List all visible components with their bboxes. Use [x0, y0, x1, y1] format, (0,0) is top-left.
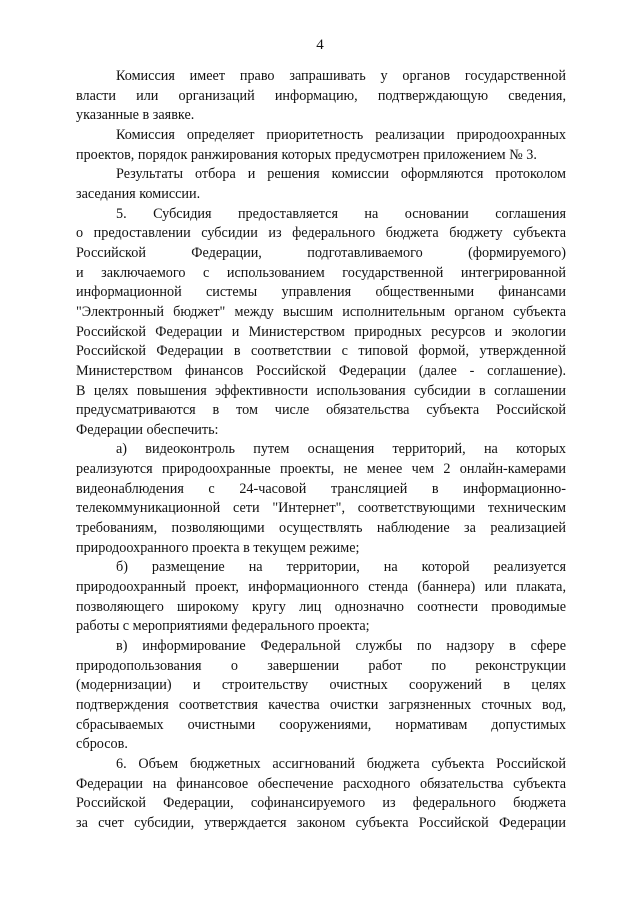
text-line: позволяющего широкому кругу лиц однозначно соотнести проводимые [76, 598, 566, 615]
text-line: проектов, порядок ранжирования которых предусмотрен приложением № 3. [76, 146, 537, 163]
text-line: а) видеоконтроль путем оснащения территорий, на которых [116, 441, 566, 458]
text-line: за счет субсидии, утверждается законом субъекта Российской Федерации [76, 814, 566, 831]
text-line: заседания комиссии. [76, 185, 201, 202]
text-line: 6. Объем бюджетных ассигнований бюджета субъекта Российской [116, 755, 566, 772]
text-line: и заключаемого с использованием государственной интегрированной [76, 264, 566, 281]
text-line: в) информирование Федеральной службы по надзору в сфере [116, 638, 566, 655]
text-line: природопользования о завершении работ по реконструкции [76, 657, 566, 674]
document-body [76, 67, 566, 834]
text-line: работы с мероприятиями федерального проекта; [76, 618, 370, 635]
text-line: Федерации обеспечить: [76, 421, 219, 438]
text-line: Российской Федерации и Министерством природных ресурсов и экологии [76, 323, 566, 340]
text-line: сбрасываемых очистными сооружениями, нормативам допустимых [76, 716, 566, 733]
text-line: реализуются природоохранные проекты, не менее чем 2 онлайн-камерами [76, 461, 566, 478]
text-line: требованиям, позволяющими осуществлять наблюдение за реализацией [76, 520, 566, 537]
text-line: Комиссия определяет приоритетность реализации природоохранных [116, 126, 566, 143]
text-line: Российской Федерации, софинансируемого из федерального бюджета [76, 795, 566, 812]
text-line: подтверждения соответствия качества очистки загрязненных сточных вод, [76, 697, 566, 713]
text-line: сбросов. [76, 736, 128, 753]
text-line: о предоставлении субсидии из федерального бюджета бюджету субъекта [76, 225, 566, 242]
text-line: б) размещение на территории, на которой реализуется [116, 559, 566, 576]
text-line: Министерством финансов Российской Федерации (далее - соглашение). [76, 362, 566, 379]
text-line: указанные в заявке. [76, 107, 195, 124]
text-line: природоохранный проект, информационного стенда (баннера) или плаката, [76, 579, 566, 596]
text-line: природоохранного проекта в текущем режиме; [76, 539, 360, 556]
text-line: Российской Федерации в соответствии с типовой формой, утвержденной [76, 343, 566, 360]
text-line: предусматриваются в том числе обязательства субъекта Российской [76, 402, 566, 419]
text-line: (модернизации) и строительству очистных сооружений в целях [76, 677, 566, 694]
text-line: Федерации на финансовое обеспечение расходного обязательства субъекта [76, 775, 566, 792]
text-line: Комиссия имеет право запрашивать у органов государственной [116, 68, 566, 84]
text-line: информационной системы управления общественными финансами [76, 284, 566, 301]
text-line: Российской Федерации, подготавливаемого (формируемого) [76, 244, 566, 261]
page-number: 4 [316, 37, 324, 53]
text-line: видеонаблюдения с 24-часовой трансляцией в информационно- [76, 480, 566, 497]
text-line: власти или организаций информацию, подтверждающую сведения, [76, 87, 566, 104]
text-line: Результаты отбора и решения комиссии оформляются протоколом [116, 166, 566, 183]
text-line: "Электронный бюджет" между высшим исполнительным органом субъекта [76, 303, 566, 320]
text-line: В целях повышения эффективности использования субсидии в соглашении [76, 382, 566, 399]
text-line: телекоммуникационной сети "Интернет", соответствующими техническим [76, 500, 566, 517]
text-line: 5. Субсидия предоставляется на основании соглашения [116, 205, 566, 222]
